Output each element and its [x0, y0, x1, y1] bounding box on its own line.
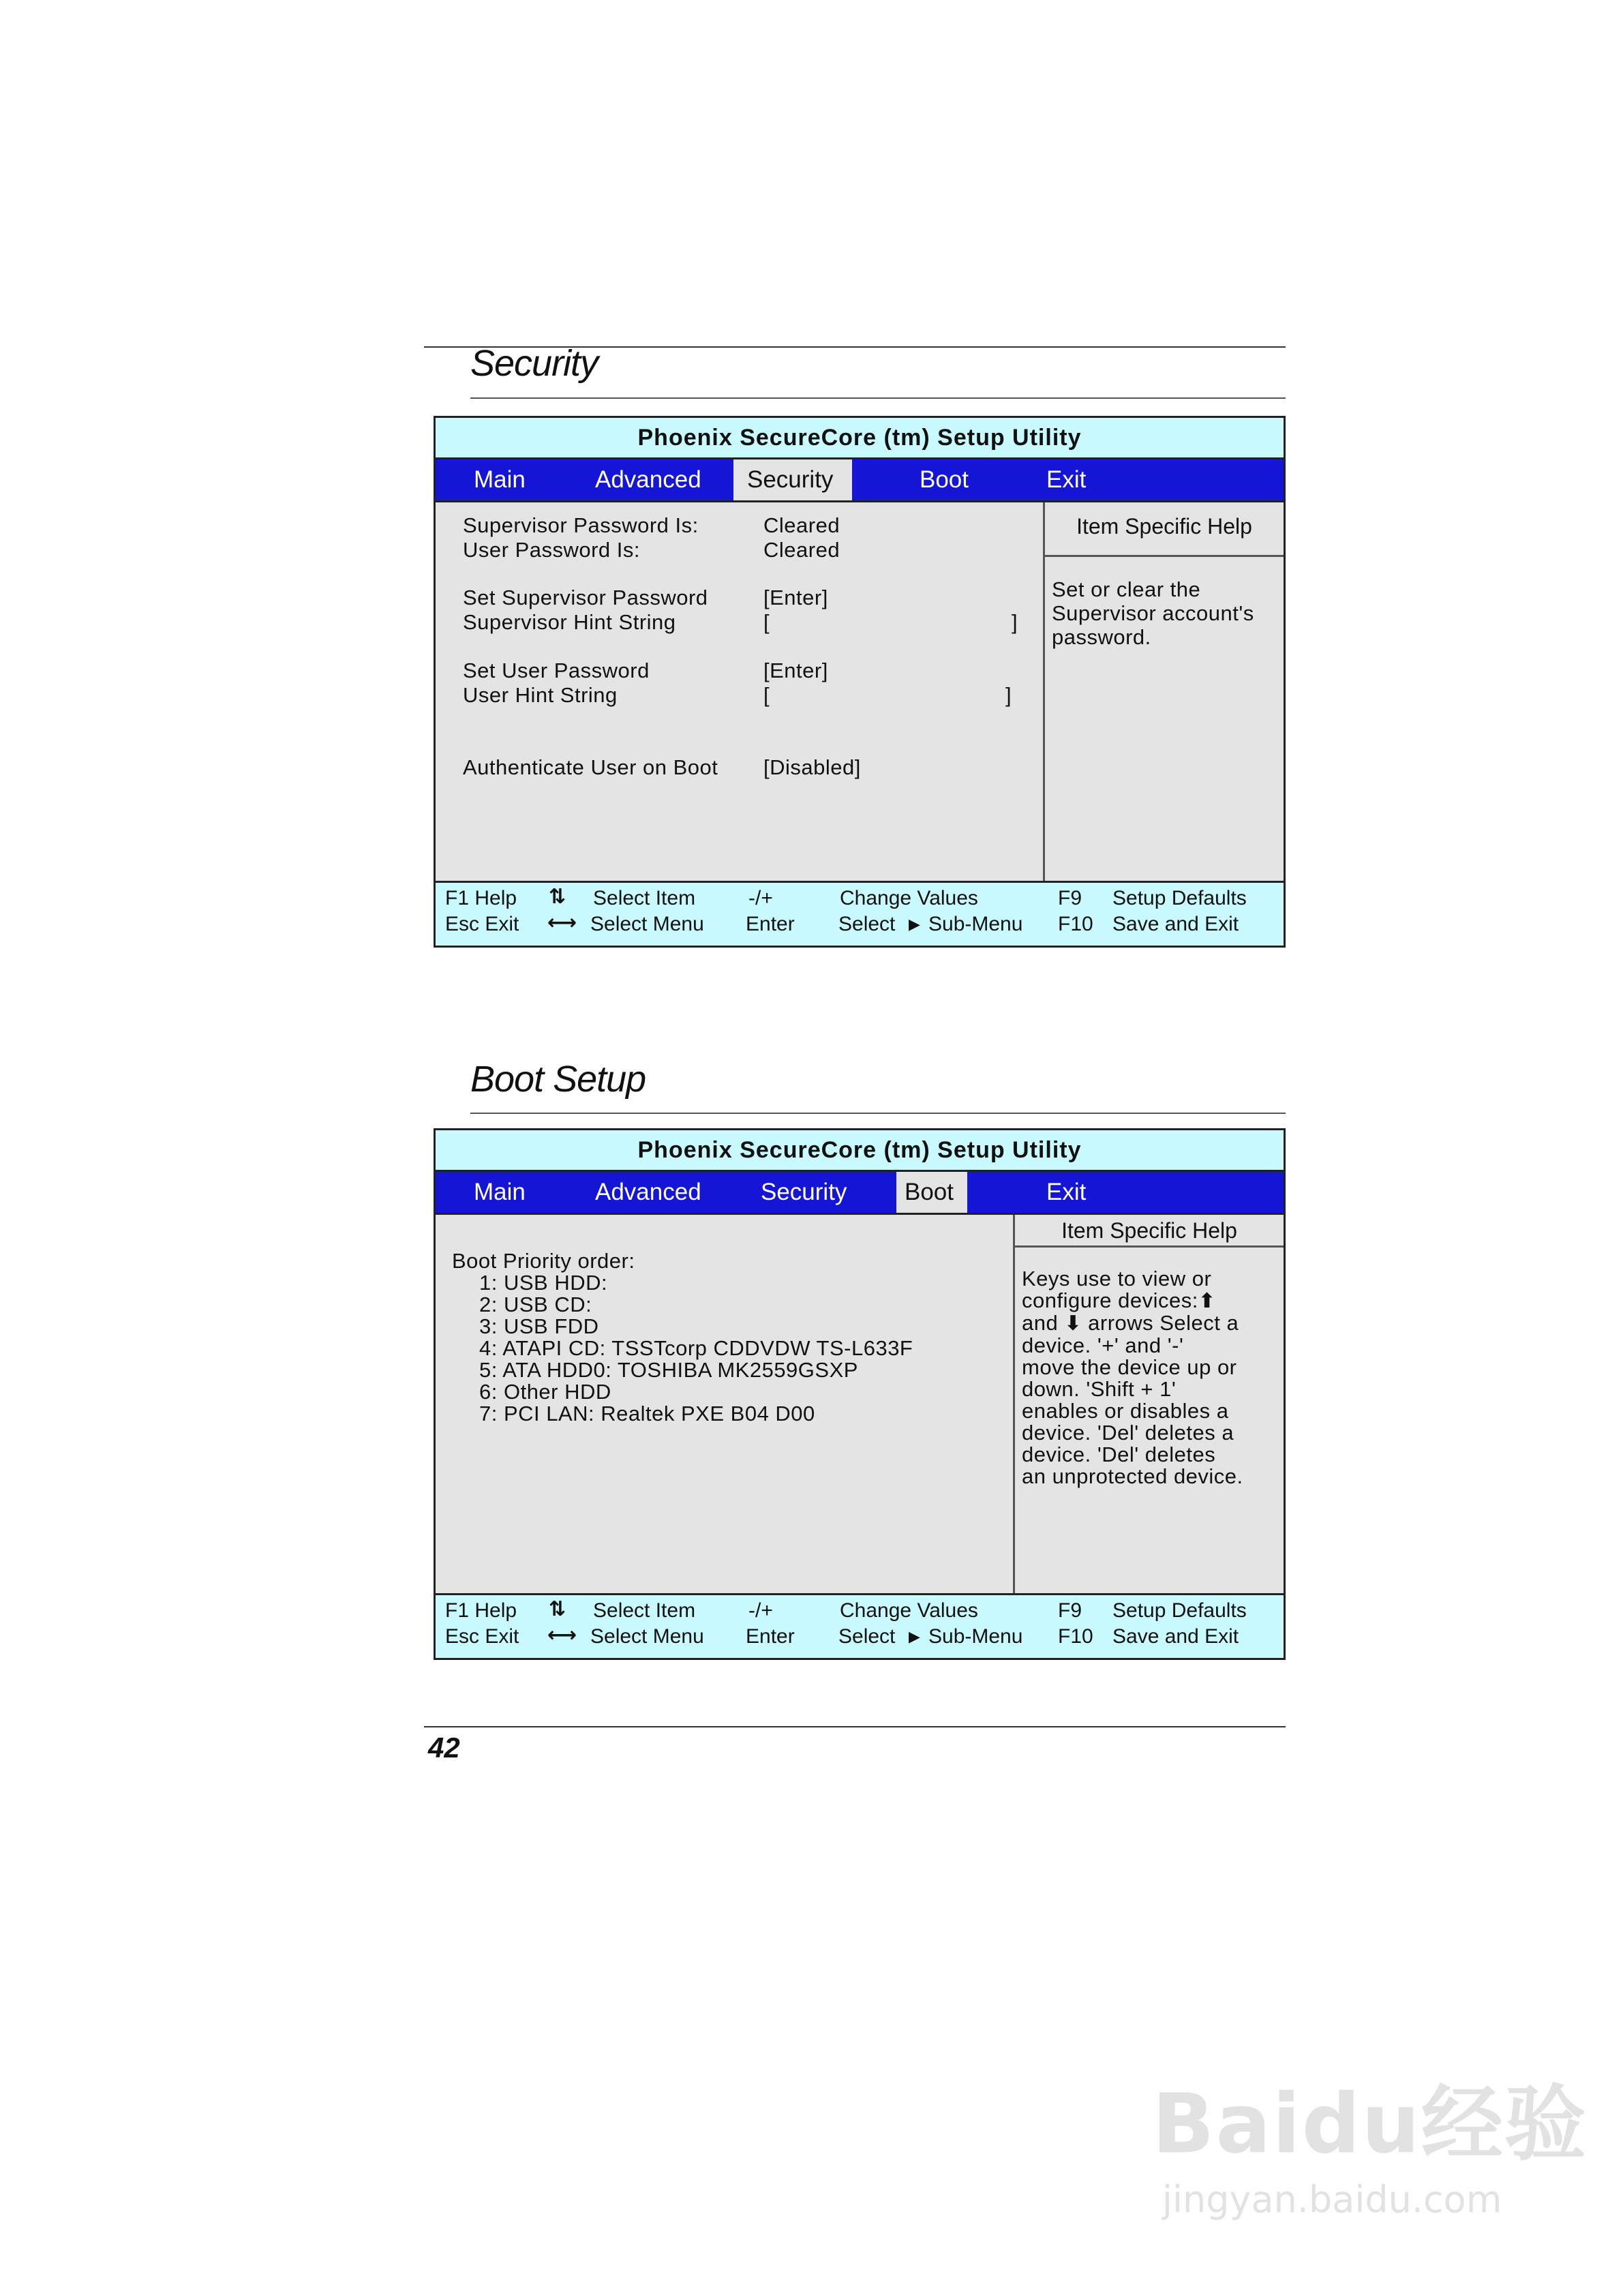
help-line: enables or disables a — [1022, 1399, 1229, 1423]
user-password-status-label: User Password Is: — [463, 538, 641, 562]
set-supervisor-password-value[interactable]: [Enter] — [763, 586, 828, 609]
help-text — [1015, 1248, 1284, 1487]
boot-device-item[interactable]: 1: USB HDD: — [479, 1271, 608, 1295]
setup-defaults-text: Setup Defaults — [1112, 887, 1247, 909]
supervisor-password-status-label: Supervisor Password Is: — [463, 513, 699, 537]
bios-security-screen — [434, 416, 1286, 948]
help-line: and ⬇ arrows Select a — [1022, 1311, 1239, 1335]
up-arrow-icon: ⬆ — [1198, 1290, 1216, 1312]
help-panel — [1013, 1215, 1284, 1599]
enter-key: Enter — [746, 913, 795, 935]
f1-help-key: F1 Help — [445, 887, 517, 909]
help-line: device. 'Del' deletes a — [1022, 1421, 1234, 1445]
boot-device-item[interactable]: 6: Other HDD — [479, 1380, 611, 1404]
change-values-text: Change Values — [840, 1599, 978, 1622]
f1-help-key: F1 Help — [445, 1599, 517, 1622]
minus-plus-key: -/+ — [748, 887, 773, 909]
f9-key: F9 — [1058, 1599, 1082, 1622]
change-values-text: Change Values — [840, 887, 978, 909]
minus-plus-key: -/+ — [748, 1599, 773, 1622]
tab-main[interactable]: Main — [474, 466, 526, 493]
enter-key: Enter — [746, 1625, 795, 1648]
boot-device-item[interactable]: 4: ATAPI CD: TSSTcorp CDDVDW TS-L633F — [479, 1336, 913, 1360]
help-line: device. 'Del' deletes — [1022, 1442, 1216, 1466]
help-line: Supervisor account's — [1052, 601, 1254, 625]
menu-tabs — [436, 1172, 1284, 1215]
help-text — [1045, 557, 1284, 649]
setup-defaults-text: Setup Defaults — [1112, 1599, 1247, 1622]
sub-menu-text: Sub-Menu — [928, 1625, 1023, 1648]
bottom-rule-2 — [470, 1113, 1286, 1114]
help-line: down. 'Shift + 1' — [1022, 1377, 1177, 1401]
select-text: Select — [838, 1625, 896, 1648]
security-body — [436, 502, 1284, 886]
f9-key: F9 — [1058, 887, 1082, 909]
right-triangle-icon: ▶ — [909, 1628, 920, 1645]
up-down-arrows-icon: ⇅ — [549, 1598, 566, 1620]
tab-security[interactable]: Security — [733, 459, 852, 500]
select-item-text: Select Item — [593, 887, 696, 909]
help-title: Item Specific Help — [1015, 1215, 1284, 1248]
help-line: an unprotected device. — [1022, 1464, 1243, 1488]
tab-boot[interactable]: Boot — [920, 466, 969, 493]
help-line: configure devices:⬆ — [1022, 1288, 1216, 1312]
utility-title: Phoenix SecureCore (tm) Setup Utility — [436, 1130, 1284, 1172]
user-hint-close-bracket: ] — [1005, 683, 1012, 707]
help-line: move the device up or — [1022, 1355, 1237, 1379]
page-number: 42 — [428, 1732, 460, 1764]
f10-key: F10 — [1058, 913, 1093, 935]
authenticate-user-value[interactable]: [Disabled] — [763, 755, 861, 779]
set-user-password-label[interactable]: Set User Password — [463, 659, 650, 682]
tab-advanced[interactable]: Advanced — [595, 466, 701, 493]
watermark-logo: Baidu经验 — [1152, 2077, 1588, 2172]
watermark-url: jingyan.baidu.com — [1162, 2178, 1502, 2221]
key-legend-footer — [436, 881, 1284, 946]
menu-tabs — [436, 459, 1284, 502]
supervisor-hint-open-bracket[interactable]: [ — [763, 610, 770, 634]
esc-exit-key: Esc Exit — [445, 1625, 519, 1648]
boot-section-title: Boot Setup — [470, 1059, 646, 1100]
supervisor-hint-label[interactable]: Supervisor Hint String — [463, 610, 676, 634]
help-panel — [1043, 502, 1284, 886]
boot-device-item[interactable]: 2: USB CD: — [479, 1293, 592, 1316]
tab-exit[interactable]: Exit — [1046, 466, 1087, 493]
save-and-exit-text: Save and Exit — [1112, 1625, 1239, 1648]
select-menu-text: Select Menu — [590, 913, 704, 935]
help-title: Item Specific Help — [1045, 502, 1284, 557]
security-section-title: Security — [470, 343, 598, 384]
save-and-exit-text: Save and Exit — [1112, 913, 1239, 935]
set-supervisor-password-label[interactable]: Set Supervisor Password — [463, 586, 708, 609]
user-password-status-value: Cleared — [763, 538, 840, 562]
bottom-rule-1 — [470, 397, 1286, 399]
tab-boot[interactable]: Boot — [896, 1172, 967, 1213]
left-right-arrows-icon: ⟷ — [547, 1624, 577, 1646]
up-down-arrows-icon: ⇅ — [549, 886, 566, 908]
tab-main[interactable]: Main — [474, 1179, 526, 1205]
help-line: password. — [1052, 625, 1151, 649]
supervisor-hint-close-bracket: ] — [1012, 610, 1018, 634]
right-triangle-icon: ▶ — [909, 916, 920, 933]
supervisor-password-status-value: Cleared — [763, 513, 840, 537]
tab-advanced[interactable]: Advanced — [595, 1179, 701, 1205]
boot-body — [436, 1215, 1284, 1599]
esc-exit-key: Esc Exit — [445, 913, 519, 935]
left-right-arrows-icon: ⟷ — [547, 911, 577, 934]
boot-device-item[interactable]: 3: USB FDD — [479, 1314, 599, 1338]
set-user-password-value[interactable]: [Enter] — [763, 659, 828, 682]
help-line: device. '+' and '-' — [1022, 1333, 1184, 1357]
user-hint-open-bracket[interactable]: [ — [763, 683, 770, 707]
down-arrow-icon: ⬇ — [1064, 1312, 1082, 1335]
tab-security[interactable]: Security — [761, 1179, 847, 1205]
select-item-text: Select Item — [593, 1599, 696, 1622]
help-line: Set or clear the — [1052, 577, 1201, 601]
select-menu-text: Select Menu — [590, 1625, 704, 1648]
sub-menu-text: Sub-Menu — [928, 913, 1023, 935]
utility-title: Phoenix SecureCore (tm) Setup Utility — [436, 418, 1284, 459]
boot-device-item[interactable]: 5: ATA HDD0: TOSHIBA MK2559GSXP — [479, 1358, 858, 1382]
tab-exit[interactable]: Exit — [1046, 1179, 1087, 1205]
user-hint-label[interactable]: User Hint String — [463, 683, 618, 707]
select-text: Select — [838, 913, 896, 935]
bios-boot-screen — [434, 1128, 1286, 1660]
help-line: Keys use to view or — [1022, 1267, 1212, 1290]
authenticate-user-label[interactable]: Authenticate User on Boot — [463, 755, 718, 779]
f10-key: F10 — [1058, 1625, 1093, 1648]
footer-rule — [424, 1726, 1286, 1727]
key-legend-footer — [436, 1593, 1284, 1658]
boot-device-item[interactable]: 7: PCI LAN: Realtek PXE B04 D00 — [479, 1402, 815, 1425]
boot-priority-header: Boot Priority order: — [452, 1249, 635, 1273]
